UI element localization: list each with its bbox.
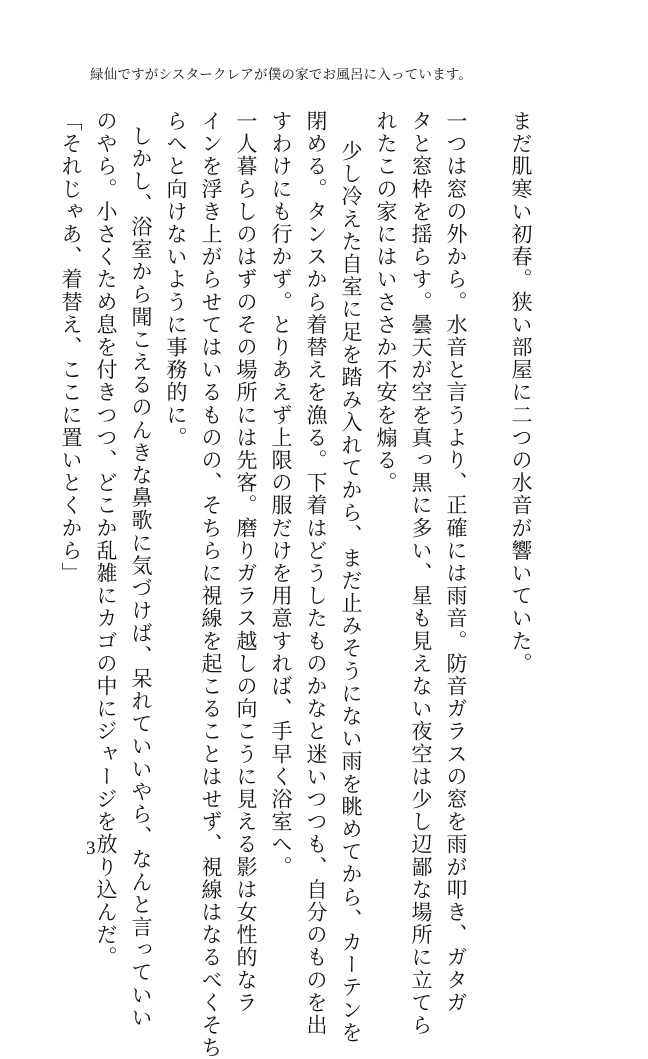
text-line: 「それじゃあ、着替え、ここに置いとくから」	[59, 110, 83, 585]
text-line: のやら。小さくため息を付きつつ、どこか乱雑にカゴの中にジャージを放り込んだ。	[94, 110, 118, 969]
text-line: しかし、浴室から聞こえるのんきな鼻歌に気づけば、呆れていいやら、なんと言っていい	[129, 125, 153, 1029]
text-line: インを浮き上がらせてはいるものの、そちらに視線を起こることはせず、視線はなるべくそち	[199, 110, 223, 1059]
text-line: 閉める。タンスから着替えを漁る。下着はどうしたものかなと迷いつつも、自分のものを出	[304, 110, 328, 1037]
text-line: 一人暮らしのはずのその場所には先客。磨りガラス越しの向こうに見える影は女性的なラ	[234, 110, 258, 1014]
text-line: タと窓枠を揺らす。曇天が空を真っ黒に多い、星も見えない夜空は少し辺鄙な場所に立てら	[409, 110, 433, 1037]
running-header-title: 緑仙ですがシスタークレアが僕の家でお風呂に入っています。	[90, 67, 473, 83]
text-line: 一つは窓の外から。水音と言うより、正確には雨音。防音ガラスの窓を雨が叩き、ガタガ	[444, 110, 468, 1014]
page-number: 3	[86, 838, 96, 859]
text-line: れたこの家にはいささか不安を煽る。	[374, 110, 398, 495]
text-line: 少し冷えた自室に足を踏み入れてから、まだ止みそうにない雨を眺めてから、カーテンを	[339, 140, 363, 1044]
text-line: すわけにも行かず。とりあえず上限の服だけを用意すれば、手早く浴室へ。	[269, 110, 293, 879]
text-line: まだ肌寒い初春。狭い部屋に二つの水音が響いていた。	[509, 110, 533, 675]
text-line: らへと向けないように事務的に。	[164, 110, 188, 449]
